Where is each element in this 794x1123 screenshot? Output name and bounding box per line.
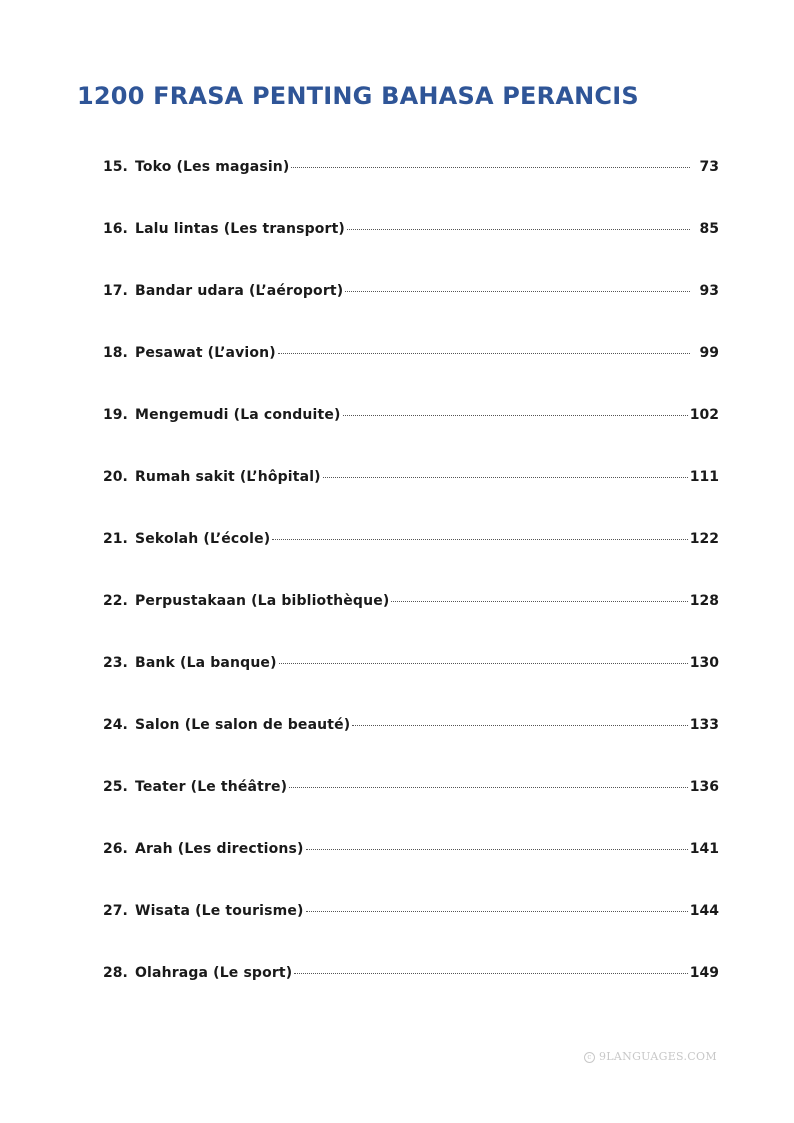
toc-label: Salon (Le salon de beauté) <box>135 717 351 733</box>
toc-entry[interactable] <box>103 345 719 407</box>
toc-number: 25. <box>103 779 128 795</box>
toc-page-number: 111 <box>689 469 719 485</box>
toc-number: 16. <box>103 221 128 237</box>
dot-leader <box>352 725 687 726</box>
toc-label: Perpustakaan (La bibliothèque) <box>135 593 390 609</box>
toc-label: Arah (Les directions) <box>135 841 304 857</box>
watermark-text: 9LANGUAGES.COM <box>599 1050 717 1063</box>
toc-page-number: 144 <box>689 903 719 919</box>
toc-page-number: 73 <box>699 159 719 175</box>
toc-label: Wisata (Le tourisme) <box>135 903 304 919</box>
toc-page-number: 122 <box>689 531 719 547</box>
toc-label: Lalu lintas (Les transport) <box>135 221 345 237</box>
toc-page-number: 133 <box>689 717 719 733</box>
toc-entry[interactable] <box>103 221 719 283</box>
toc-page-number: 102 <box>689 407 719 423</box>
toc-label: Bank (La banque) <box>135 655 277 671</box>
toc-page-number: 85 <box>699 221 719 237</box>
toc-page-number: 136 <box>689 779 719 795</box>
toc-entry[interactable] <box>103 965 719 1027</box>
dot-leader <box>323 477 688 478</box>
toc-page-number: 128 <box>689 593 719 609</box>
dot-leader <box>291 167 689 168</box>
toc-entry[interactable] <box>103 469 719 531</box>
dot-leader <box>347 229 690 230</box>
toc-page-number: 93 <box>699 283 719 299</box>
toc-entry[interactable] <box>103 903 719 965</box>
toc-number: 26. <box>103 841 128 857</box>
toc-page-number: 149 <box>689 965 719 981</box>
watermark <box>584 1050 717 1063</box>
dot-leader <box>279 663 688 664</box>
toc-entry[interactable] <box>103 531 719 593</box>
dot-leader <box>343 415 688 416</box>
toc-label: Toko (Les magasin) <box>135 159 290 175</box>
toc-number: 23. <box>103 655 128 671</box>
copyright-icon: c <box>584 1052 595 1063</box>
toc-label: Bandar udara (L’aéroport) <box>135 283 344 299</box>
toc-label: Olahraga (Le sport) <box>135 965 293 981</box>
toc-entry[interactable] <box>103 159 719 221</box>
toc-page-number: 99 <box>699 345 719 361</box>
dot-leader <box>306 849 688 850</box>
page-title: 1200 FRASA PENTING BAHASA PERANCIS <box>77 82 639 110</box>
toc-number: 28. <box>103 965 128 981</box>
toc-entry[interactable] <box>103 717 719 779</box>
dot-leader <box>272 539 687 540</box>
toc-number: 24. <box>103 717 128 733</box>
toc-label: Rumah sakit (L’hôpital) <box>135 469 321 485</box>
toc-entry[interactable] <box>103 841 719 903</box>
toc-label: Sekolah (L’école) <box>135 531 271 547</box>
dot-leader <box>391 601 687 602</box>
toc-entry[interactable] <box>103 779 719 841</box>
toc-page-number: 130 <box>689 655 719 671</box>
toc-number: 20. <box>103 469 128 485</box>
dot-leader <box>306 911 688 912</box>
toc-label: Pesawat (L’avion) <box>135 345 276 361</box>
dot-leader <box>278 353 690 354</box>
dot-leader <box>345 291 689 292</box>
toc-entry[interactable] <box>103 593 719 655</box>
table-of-contents <box>103 159 719 1027</box>
toc-number: 22. <box>103 593 128 609</box>
dot-leader <box>294 973 687 974</box>
toc-number: 17. <box>103 283 128 299</box>
dot-leader <box>289 787 688 788</box>
toc-number: 19. <box>103 407 128 423</box>
toc-label: Mengemudi (La conduite) <box>135 407 341 423</box>
toc-number: 15. <box>103 159 128 175</box>
toc-label: Teater (Le théâtre) <box>135 779 288 795</box>
toc-page-number: 141 <box>689 841 719 857</box>
toc-entry[interactable] <box>103 407 719 469</box>
toc-number: 27. <box>103 903 128 919</box>
toc-number: 21. <box>103 531 128 547</box>
toc-entry[interactable] <box>103 655 719 717</box>
toc-number: 18. <box>103 345 128 361</box>
toc-entry[interactable] <box>103 283 719 345</box>
